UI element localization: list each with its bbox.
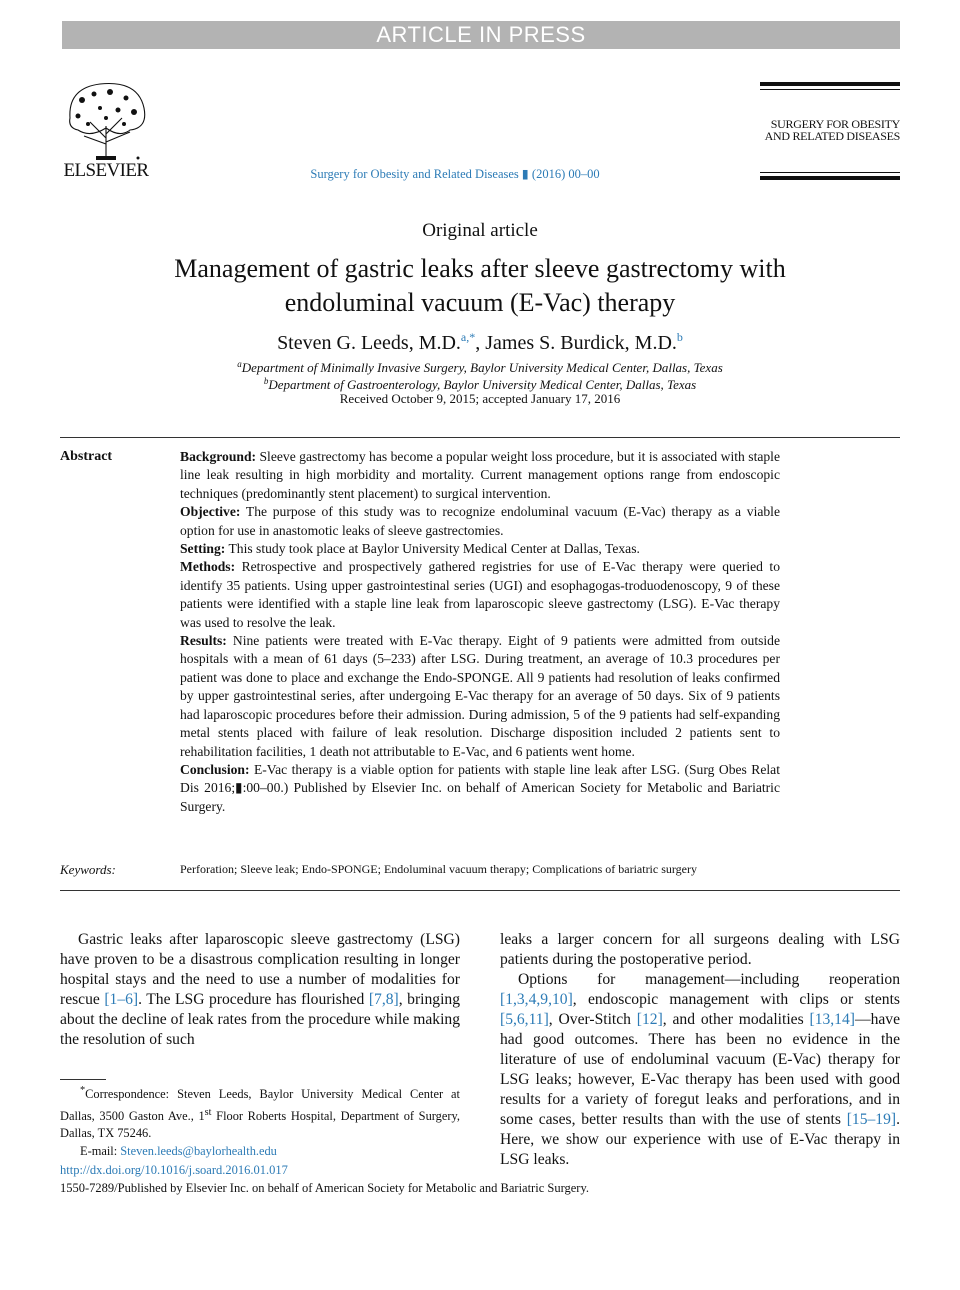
citation-link[interactable]: [5,6,11] [500,1011,549,1028]
citation-link[interactable]: [1–6] [104,991,139,1008]
affiliation-b [60,373,900,393]
abstract-conclusion [180,761,780,816]
affiliation-b-mark: b [263,376,269,386]
section-text: E-Vac therapy is a viable option for patients with staple line leak after LSG. (Surg Obes Relat Dis 2016;▮:00–00.) Published by Elsevier Inc. on behalf of American Society for Metabolic and Bariatric Surgery. [180,761,780,814]
publisher-name: ELSEVIER [63,160,149,181]
author-leeds-affil[interactable]: a,* [460,330,476,344]
section-head: Results: [180,633,227,649]
footnote-ordinal: st [204,1106,212,1118]
section-head: Methods: [180,559,236,575]
body-text: Options for management—including reoperation [518,971,900,988]
doi-link[interactable]: http://dx.doi.org/10.1016/j.soard.2016.01.017 [60,1163,288,1177]
author-list [60,324,900,356]
article-title [60,252,900,320]
title-line2: endoluminal vacuum (E-Vac) therapy [284,288,676,317]
affiliation-a-text: Department of Minimally Invasive Surgery, Baylor University Medical Center, Dallas, Texas [241,360,723,375]
journal-rule-top [760,82,900,86]
body-text: , bringing about the decline of leak rates from the procedure while making the resolution of such [60,991,461,1048]
abstract-setting [180,540,780,558]
keywords-label: Keywords: [60,862,116,877]
abstract-results [180,632,780,761]
abstract-label: Abstract [60,449,113,464]
section-text: Nine patients were treated with E-Vac therapy. Eight of 9 patients were admitted from outside hospitals with a mean of 61 days (5–233) after LSG. During treatment, an average of 10.3 procedures per patient was done to place and exchange the Endo-SPONGE. All 9 patients had resolution of leaks confirmed by upper gastrointestinal series, after undergoing E-Vac therapy for an average of 50 days. Six of 9 patients had laparoscopic procedures before their admission. During admission, 5 of the 9 patients had self-expanding metal stents placed with failure of leak resolution. Discharge disposition included 2 patients sent to rehabilitation facilities, 1 death not attributable to E-Vac, and 6 patients went home. [180,633,780,759]
email-link[interactable]: Steven.leeds@baylorhealth.edu [120,1143,277,1158]
article-type: Original article [422,220,538,241]
author-burdick-affil[interactable]: b [676,330,683,344]
affiliation-b-text: Department of Gastroenterology, Baylor University Medical Center, Dallas, Texas [268,377,697,392]
footnote-text: Correspondence: Steven Leeds, Baylor University Medical Center at Dallas, 3500 Gaston Ave., 1 [60,1087,460,1123]
body-text: —have had good outcomes. There has been no evidence in the literature of use of endoluminal vacuum (E-Vac) therapy for LSG leaks; however, E-Vac therapy has been used with good results for a variety of foregut leaks and perforations, and in some cases, better results than with the use of stents [500,1011,901,1128]
body-left-column [60,930,460,1050]
journal-rule-bottom [760,176,900,180]
journal-rule-bottom-thin [760,172,900,173]
body-text: , and other modalities [662,1011,810,1028]
affiliation-a-mark: a [237,359,242,369]
received-accepted-dates: Received October 9, 2015; accepted January 17, 2016 [339,391,621,406]
keywords-text: Perforation; Sleeve leak; Endo-SPONGE; Endoluminal vacuum therapy; Complications of bariatric surgery [180,862,697,876]
body-text: . Here, we show our experience with use of E-Vac therapy in LSG leaks. [500,1111,900,1168]
section-head: Setting: [180,541,226,557]
body-text: , Over-Stitch [548,1011,637,1028]
citation-link[interactable]: [7,8] [368,991,399,1008]
abstract-text [180,448,780,816]
article-in-press-banner: ARTICLE IN PRESS [62,21,900,49]
abstract-objective [180,503,780,540]
issn-line: 1550-7289/Published by Elsevier Inc. on behalf of American Society for Metabolic and Bariatric Surgery. [60,1181,590,1195]
footnote-text: Floor Roberts Hospital, Department of Surgery, Dallas, TX 75246. [60,1108,460,1141]
abstract-rule-top [60,437,900,438]
author-separator: , [475,332,486,354]
title-line1: Management of gastric leaks after sleeve gastrectomy with [174,254,786,283]
section-text: Retrospective and prospectively gathered registries for use of E-Vac therapy were queried to identify 35 patients. Using upper gastrointestinal series (UGI) and esophagogas-troduodenoscopy, 9 of these patients were identified with a staple line leak from laparoscopic sleeve gastrectomy (LSG). E-Vac therapy was used to resolve the leak. [180,559,780,630]
abstract-methods [180,558,780,632]
body-paragraph-1 [60,930,460,1050]
section-head: Objective: [180,504,241,520]
journal-citation-line[interactable]: Surgery for Obesity and Related Diseases ▮ (2016) 00–00 [310,167,600,181]
citation-link[interactable]: [12] [636,1011,663,1028]
journal-rule-top-thin [760,89,900,90]
section-head: Conclusion: [180,761,250,777]
journal-name-line2: AND RELATED DISEASES [764,129,900,143]
body-text: , endoscopic management with clips or stents [572,991,900,1008]
journal-name [730,118,900,142]
abstract-rule-bottom [60,890,900,891]
citation-link[interactable]: [13,14] [809,1011,855,1028]
journal-name-line1: SURGERY FOR OBESITY [770,117,900,131]
body-paragraph-1-cont: leaks a larger concern for all surgeons dealing with LSG patients during the postoperative period. [500,931,900,968]
email-label: E-mail: [80,1143,121,1158]
body-text: . The LSG procedure has flourished [138,991,369,1008]
footnote-rule [60,1079,106,1080]
body-text: Gastric leaks after laparoscopic sleeve gastrectomy (LSG) have proven to be a disastrous complication resulting in longer hospital stays and the need to use a number of modalities for rescue [60,931,460,1008]
citation-link[interactable]: [1,3,4,9,10] [500,991,573,1008]
elsevier-tree-logo [60,78,152,162]
body-paragraph-2 [500,970,900,1170]
section-text: Sleeve gastrectomy has become a popular weight loss procedure, but it is associated with staple line leak resulting in high morbidity and mortality. Current management options range from endoscopic techniques (predominantly stent placement) to surgical intervention. [180,449,780,501]
section-text: The purpose of this study was to recognize endoluminal vacuum (E-Vac) therapy as a viable option for use in anastomotic leaks of sleeve gastrectomies. [180,504,780,538]
section-text: This study took place at Baylor University Medical Center at Dallas, Texas. [225,541,640,557]
footnote-mark: * [80,1085,86,1096]
citation-link[interactable]: [15–19] [846,1111,897,1128]
body-right-column [500,930,900,1170]
author-burdick[interactable]: James S. Burdick, M.D. [485,332,677,354]
abstract-background [180,448,780,503]
section-head: Background: [180,449,257,464]
author-leeds[interactable]: Steven G. Leeds, M.D. [277,332,461,354]
correspondence-footnote [60,1082,460,1160]
